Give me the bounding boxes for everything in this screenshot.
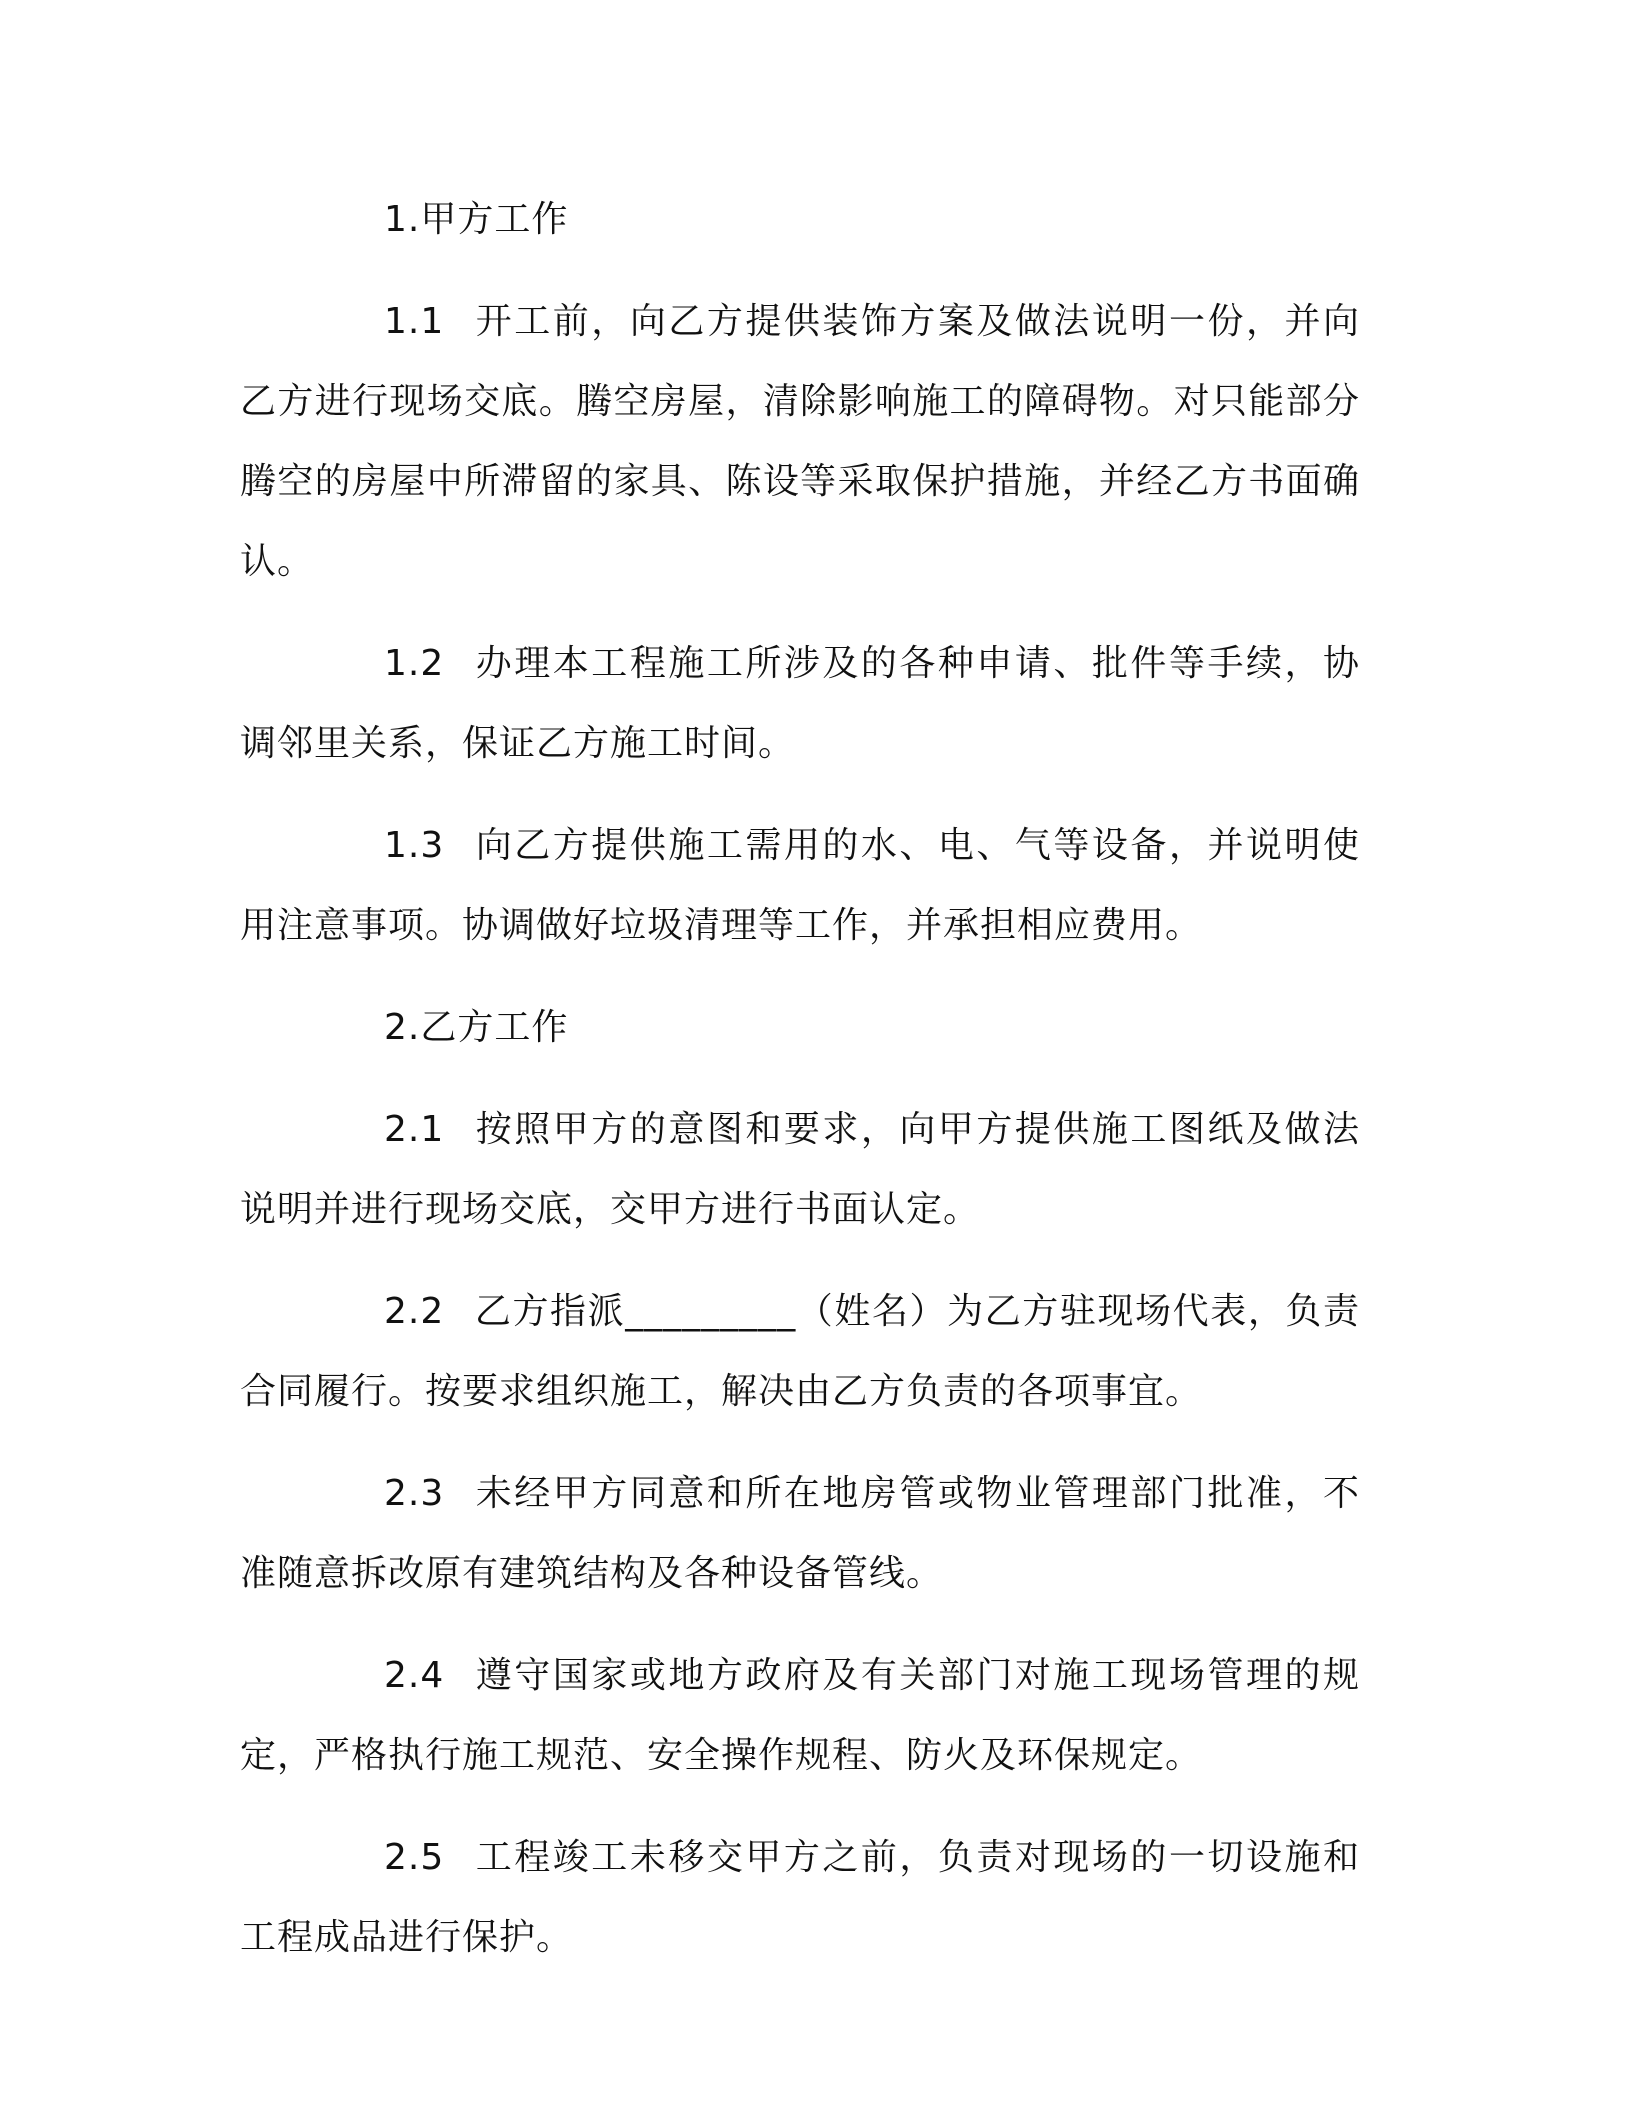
clause-number: 2.5 <box>384 1837 445 1878</box>
section-heading-2 <box>240 988 1360 1068</box>
clause-text: 办理本工程施工所涉及的各种申请、批件等手续，协调邻里关系，保证乙方施工时间。 <box>240 643 1360 764</box>
clause-number: 1.1 <box>384 301 445 342</box>
clause-text: 开工前，向乙方提供装饰方案及做法说明一份，并向乙方进行现场交底。腾空房屋，清除影响施工的障碍物。对只能部分腾空的房屋中所滞留的家具、陈设等采取保护措施，并经乙方书面确认。 <box>240 301 1360 582</box>
section-title: 乙方工作 <box>420 1007 569 1048</box>
clause-1-2 <box>240 624 1360 784</box>
clause-number: 2.1 <box>384 1109 445 1150</box>
clause-text: 向乙方提供施工需用的水、电、气等设备，并说明使用注意事项。协调做好垃圾清理等工作，并承担相应费用。 <box>240 825 1360 946</box>
clause-text: 遵守国家或地方政府及有关部门对施工现场管理的规定，严格执行施工规范、安全操作规程、防火及环保规定。 <box>240 1655 1360 1776</box>
clause-1-3 <box>240 806 1360 966</box>
clause-number: 1.2 <box>384 643 445 684</box>
clause-2-5 <box>240 1818 1360 1978</box>
section-number: 2. <box>384 1007 421 1048</box>
section-title: 甲方工作 <box>420 199 569 240</box>
section-number: 1. <box>384 199 421 240</box>
document-page <box>240 180 1360 2000</box>
clause-text: 工程竣工未移交甲方之前，负责对现场的一切设施和工程成品进行保护。 <box>240 1837 1360 1958</box>
clause-text: 乙方指派_________（姓名）为乙方驻现场代表，负责合同履行。按要求组织施工，解决由乙方负责的各项事宜。 <box>240 1291 1360 1412</box>
clause-number: 2.4 <box>384 1655 445 1696</box>
clause-text: 按照甲方的意图和要求，向甲方提供施工图纸及做法说明并进行现场交底，交甲方进行书面认定。 <box>240 1109 1360 1230</box>
clause-number: 2.3 <box>384 1473 445 1514</box>
clause-number: 1.3 <box>384 825 445 866</box>
clause-2-2 <box>240 1272 1360 1432</box>
clause-text: 未经甲方同意和所在地房管或物业管理部门批准，不准随意拆改原有建筑结构及各种设备管线。 <box>240 1473 1360 1594</box>
clause-number: 2.2 <box>384 1291 445 1332</box>
clause-2-3 <box>240 1454 1360 1614</box>
clause-2-1 <box>240 1090 1360 1250</box>
clause-2-4 <box>240 1636 1360 1796</box>
clause-1-1 <box>240 282 1360 602</box>
section-heading-1 <box>240 180 1360 260</box>
